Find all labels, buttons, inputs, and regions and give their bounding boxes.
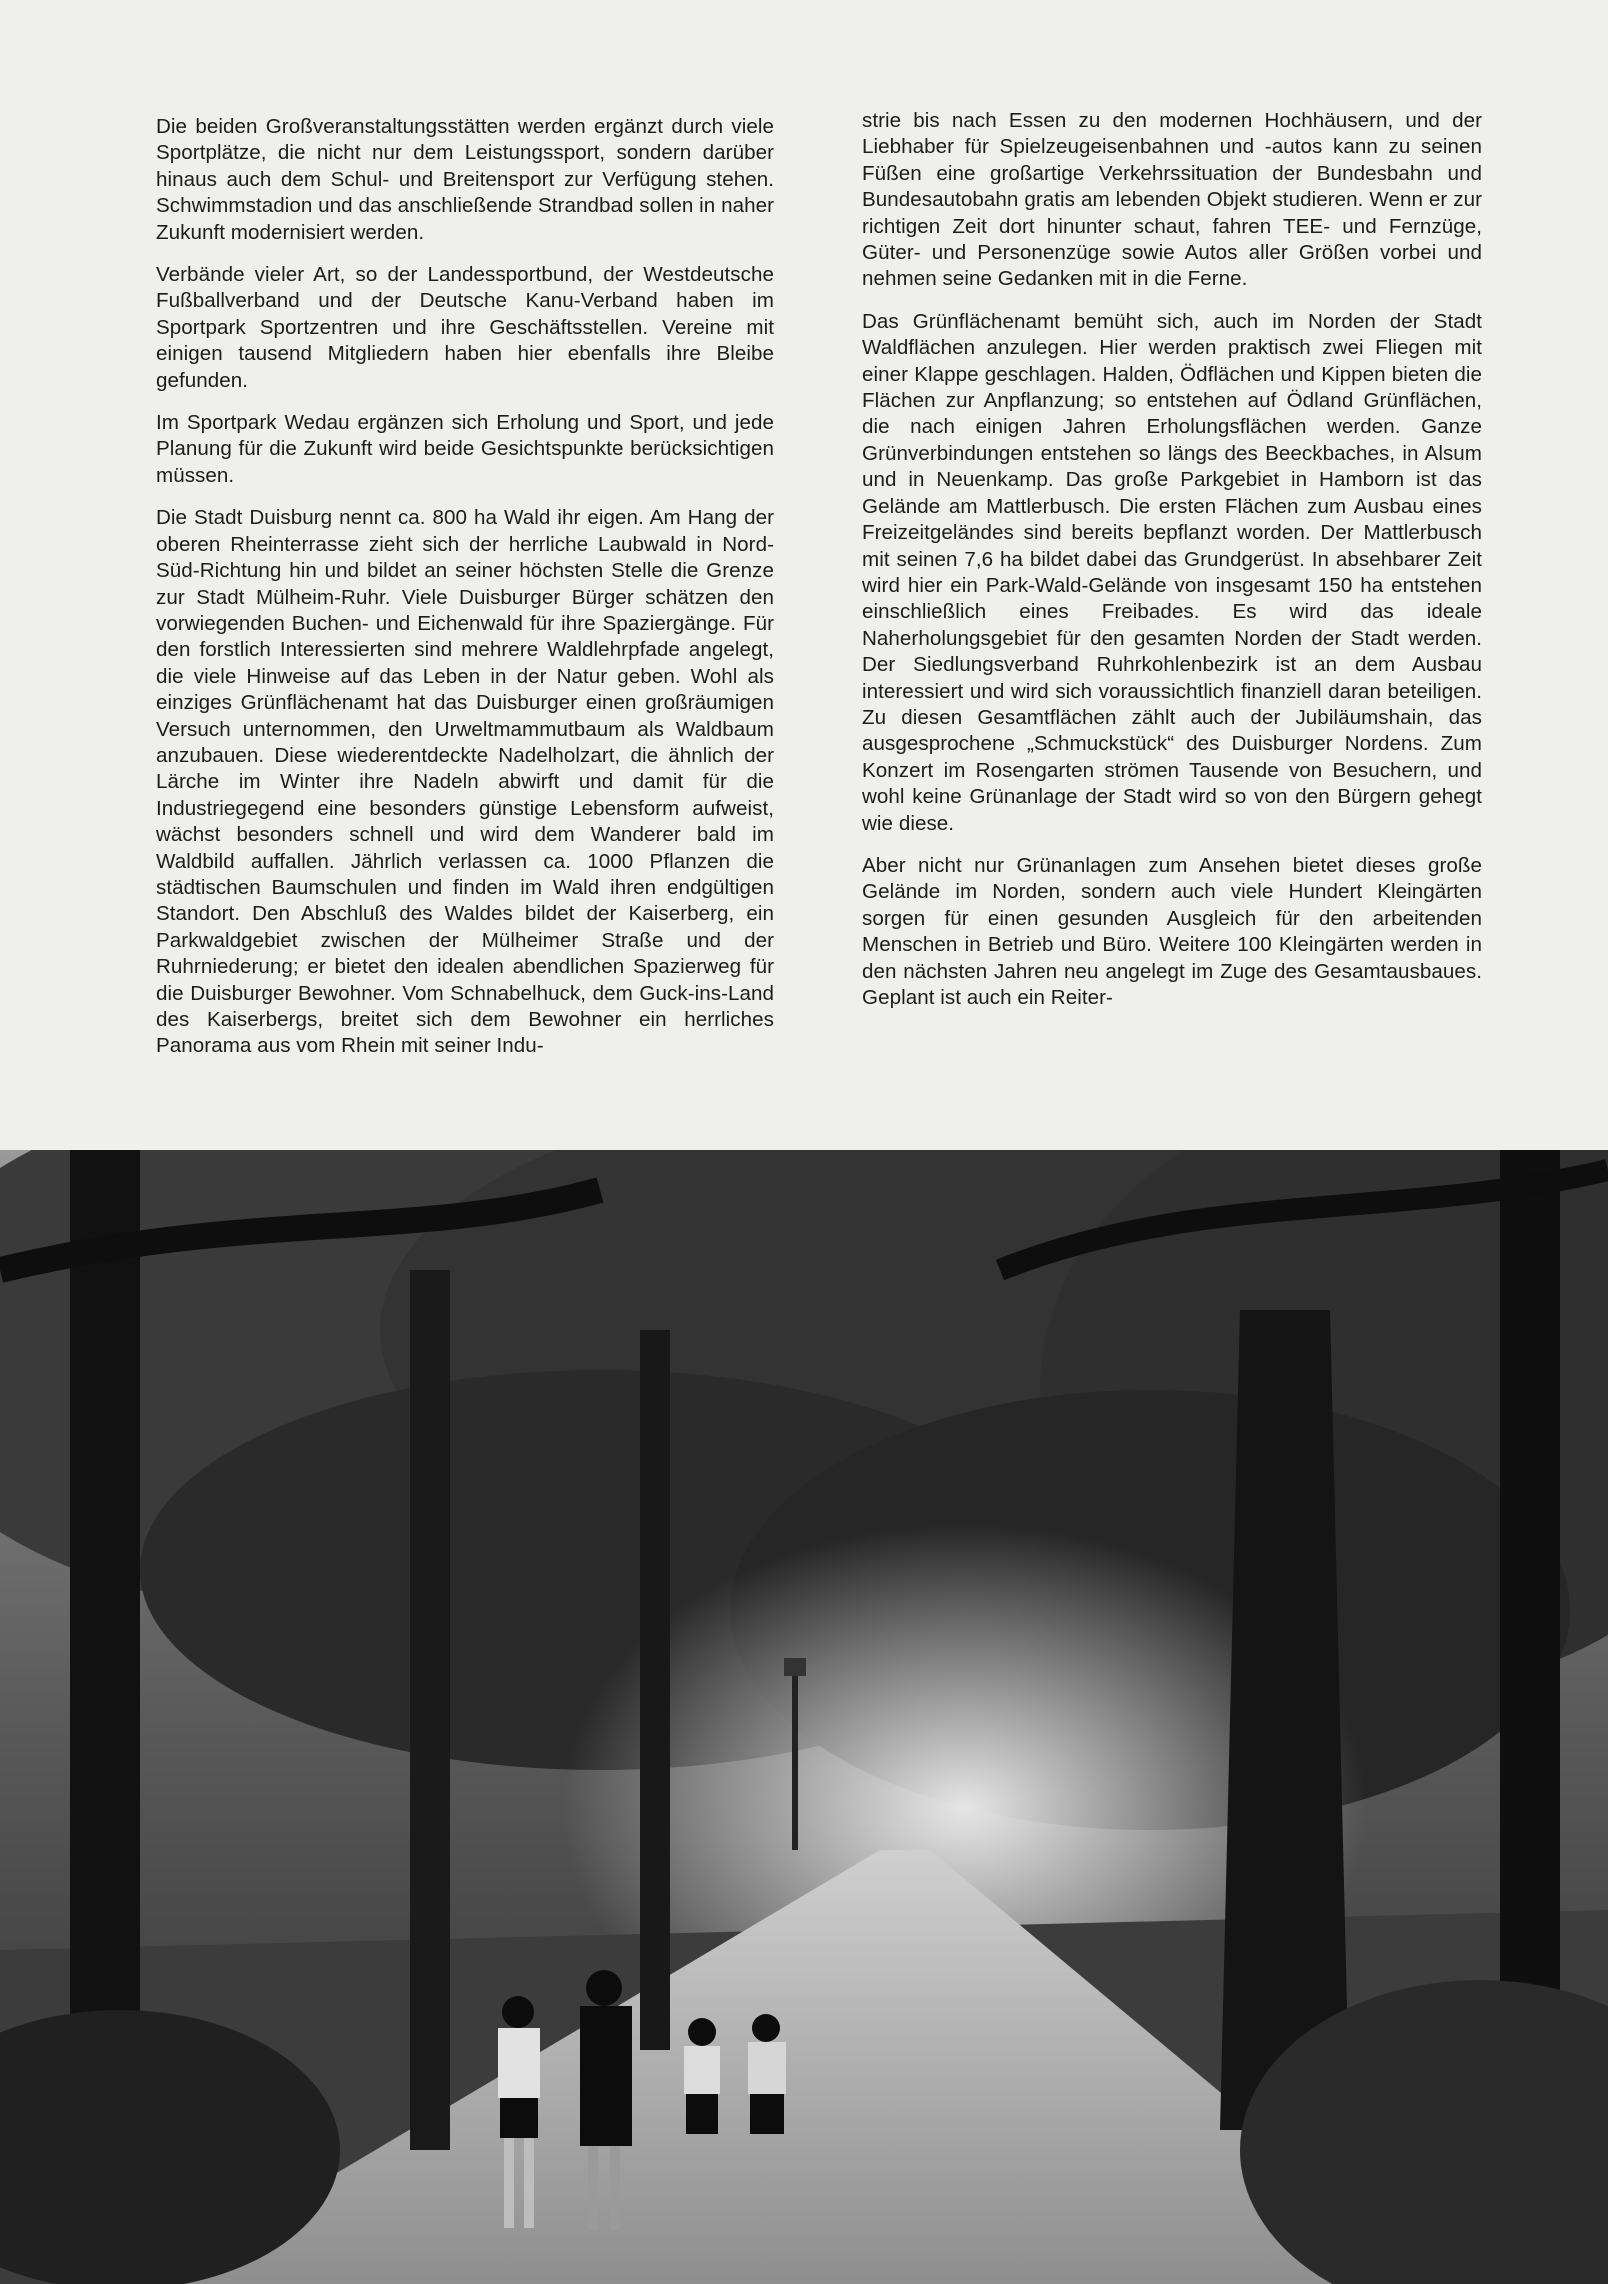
paragraph: Im Sportpark Wedau ergänzen sich Erholung und Sport, und jede Planung für die Zukunft wird beide Gesichtspunkte berücksichtigen müssen.	[156, 411, 774, 487]
paragraph: Verbände vieler Art, so der Landessportbund, der Westdeutsche Fußballverband und der Deutsche Kanu-Verband haben im Sportpark Sportzentren und ihre Geschäftsstellen. Vereine mit einigen tausend Mitgliedern haben hier ebenfalls ihre Bleibe gefunden.	[156, 263, 774, 392]
forest-path-photo	[0, 1150, 1608, 2284]
text-column-right	[862, 108, 1482, 1027]
paragraph: Das Grünflächenamt bemüht sich, auch im Norden der Stadt Waldflächen anzulegen. Hier werden praktisch zwei Fliegen mit einer Klappe geschlagen. Halden, Ödflächen und Kippen bieten die Flächen zur Anpflanzung; so entstehen auf Ödland Grünflächen, die nach einigen Jahren Erholungsflächen werden. Ganze Grünverbindungen entstehen so längs des Beeckbaches, in Alsum und in Neuenkamp. Das große Parkgebiet in Hamborn ist das Gelände am Mattlerbusch. Die ersten Flächen zum Ausbau eines Freizeitgeländes sind bereits bepflanzt worden. Der Mattlerbusch mit seinen 7,6 ha bildet dabei das Grundgerüst. In absehbarer Zeit wird hier ein Park-Wald-Gelände von insgesamt 150 ha entstehen einschließlich eines Freibades. Es wird das ideale Naherholungsgebiet für den gesamten Norden der Stadt werden. Der Siedlungsverband Ruhrkohlenbezirk ist an dem Ausbau interessiert und wird sich voraussichtlich finanziell daran beteiligen. Zu diesen Gesamtflächen zählt auch der Jubiläumshain, das ausgesprochene „Schmuckstück“ des Duisburger Nordens. Zum Konzert im Rosengarten strömen Tausende von Besuchern, und wohl keine Grünanlage der Stadt wird so von den Bürgern gehegt wie diese.	[862, 309, 1482, 835]
paragraph: strie bis nach Essen zu den modernen Hochhäusern, und der Liebhaber für Spielzeugeisenbahnen und -autos kann zu seinen Füßen eine großartige Verkehrssituation der Bundesbahn und Bundesautobahn gratis am lebenden Objekt studieren. Wenn er zur richtigen Zeit dort hinunter schaut, fahren TEE- und Fernzüge, Güter- und Personenzüge sowie Autos aller Größen vorbei und nehmen seine Gedanken mit in die Ferne.	[862, 109, 1482, 291]
photo-illustration	[0, 1150, 1608, 2284]
paragraph: Die Stadt Duisburg nennt ca. 800 ha Wald ihr eigen. Am Hang der oberen Rheinterrasse zieht sich der herrliche Laubwald in Nord-Süd-Richtung hin und bildet an seiner höchsten Stelle die Grenze zur Stadt Mülheim-Ruhr. Viele Duisburger Bürger schätzen den vorwiegenden Buchen- und Eichenwald für ihre Spaziergänge. Für den forstlich Interessierten sind mehrere Waldlehrpfade angelegt, die viele Hinweise auf das Leben in der Natur geben. Wohl als einziges Grünflächenamt hat das Duisburger einen großräumigen Versuch unternommen, den Urweltmammutbaum als Waldbaum anzubauen. Diese wiederentdeckte Nadelholzart, die ähnlich der Lärche im Winter ihre Nadeln abwirft und damit für die Industriegegend eine besonders günstige Lebensform aufweist, wächst besonders schnell und wird dem Wanderer bald im Waldbild auffallen. Jährlich verlassen ca. 1000 Pflanzen die städtischen Baumschulen und finden im Wald ihren endgültigen Standort. Den Abschluß des Waldes bildet der Kaiserberg, ein Parkwaldgebiet zwischen der Mülheimer Straße und der Ruhrniederung; er bietet den idealen abendlichen Spazierweg für die Duisburger Bewohner. Vom Schnabelhuck, dem Guck-ins-Land des Kaiserbergs, breitet sich dem Bewohner ein herrliches Panorama aus vom Rhein mit seiner Indu-	[156, 506, 774, 1058]
paragraph: Aber nicht nur Grünanlagen zum Ansehen bietet dieses große Gelände im Norden, sondern auch viele Hundert Kleingärten sorgen für einen gesunden Ausgleich für den arbeitenden Menschen in Betrieb und Büro. Weitere 100 Kleingärten werden in den nächsten Jahren neu angelegt im Zuge des Gesamtausbaues. Geplant ist auch ein Reiter-	[862, 853, 1482, 1009]
text-column-left	[156, 114, 774, 1076]
paragraph: Die beiden Großveranstaltungsstätten werden ergänzt durch viele Sportplätze, die nicht nur dem Leistungssport, sondern darüber hinaus auch dem Schul- und Breitensport zur Verfügung stehen. Schwimmstadion und das anschließende Strandbad sollen in naher Zukunft modernisiert werden.	[156, 115, 774, 244]
